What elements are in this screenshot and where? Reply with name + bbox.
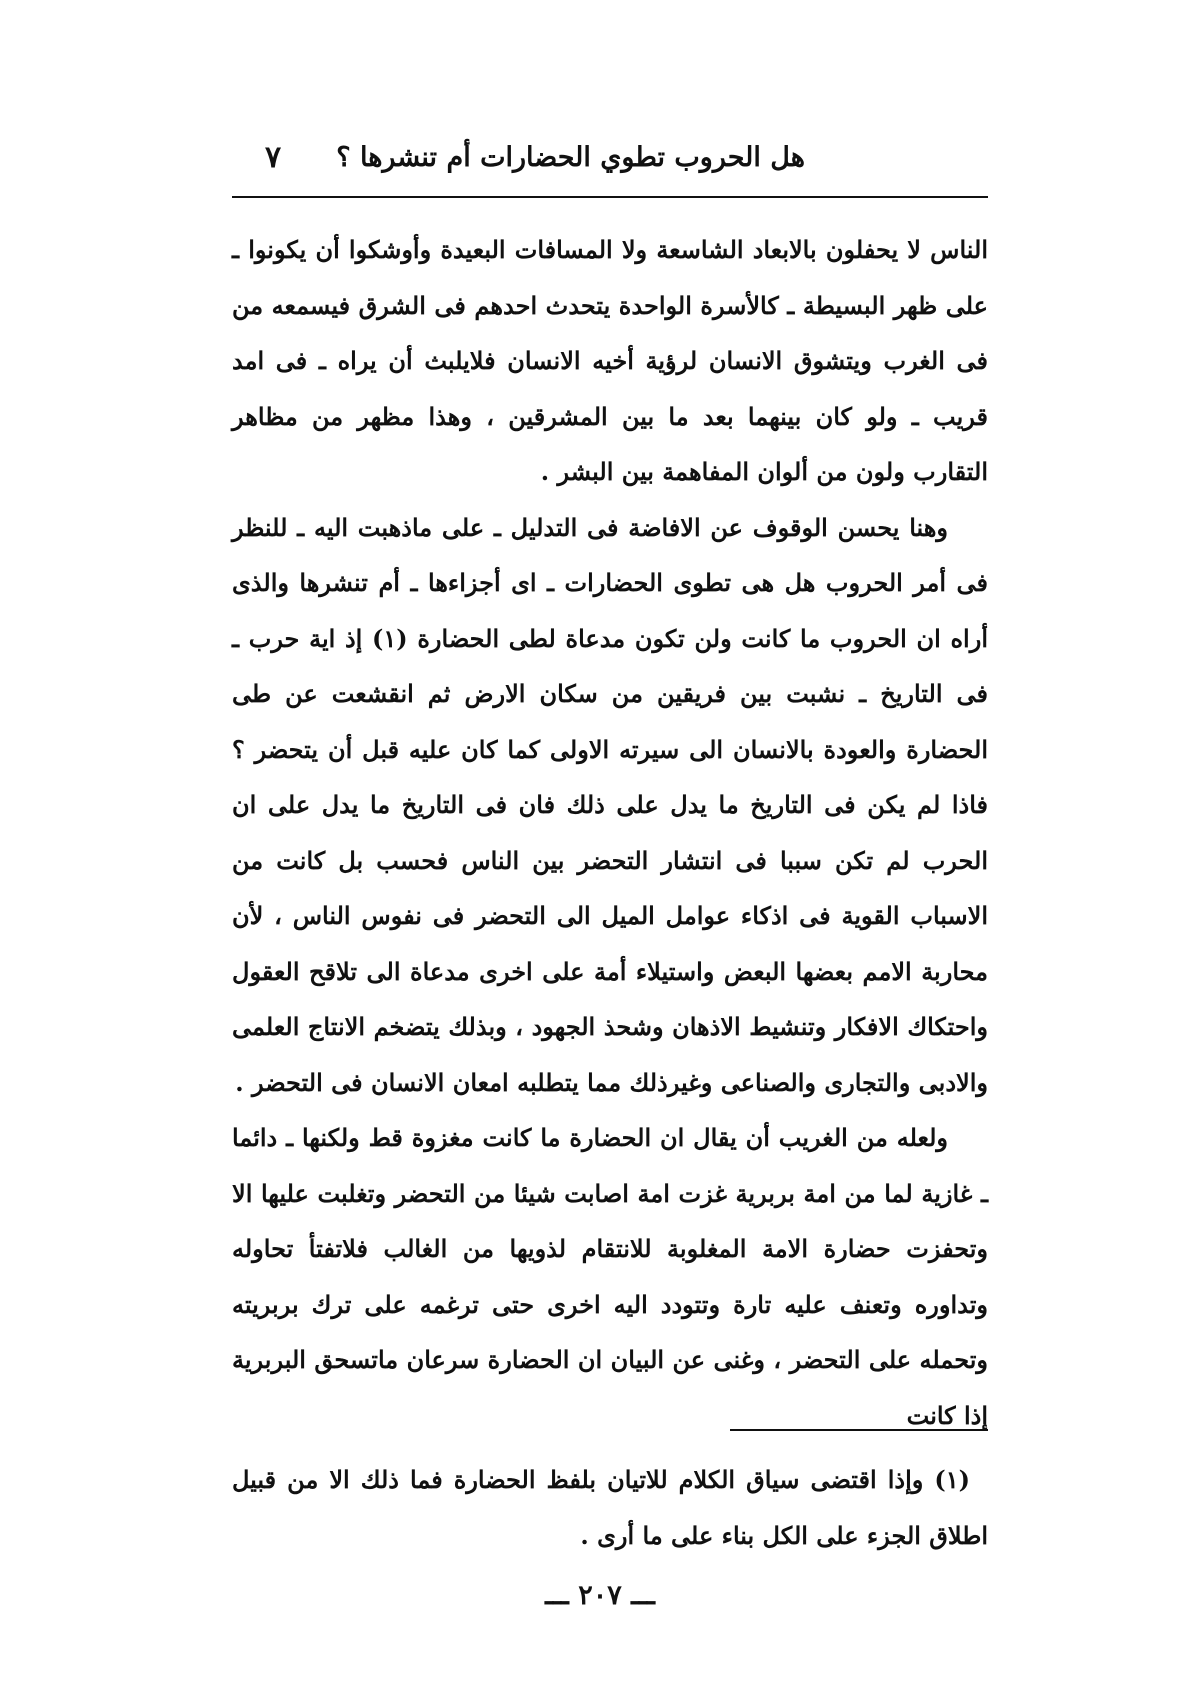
footnote-text: (١) وإذا اقتضى سياق الكلام للاتيان بلفظ الحضارة فما ذلك الا من قبيل اطلاق الجزء على الكل بناء على ما أرى . [232,1465,988,1550]
paragraph: الناس لا يحفلون بالابعاد الشاسعة ولا المسافات البعيدة وأوشكوا أن يكونوا ـ على ظهر البسيطة ـ كالأسرة الواحدة يتحدث احدهم فى الشرق فيسمعه من فى الغرب ويتشوق الانسان لرؤية أخيه الانسان فلايلبث أن يراه ـ فى امد قريب ـ ولو كان بينهما بعد ما بين المشرقين ، وهذا مظهر من مظاهر التقارب ولون من ألوان المفاهمة بين البشر . [232,235,988,486]
body-text [232,222,988,1443]
running-title: هل الحروب تطوي الحضارات أم تنشرها ؟ [336,141,805,173]
footnote-divider [730,1429,988,1431]
header-page-number: ٧ [265,139,282,175]
paragraph: ولعله من الغريب أن يقال ان الحضارة ما كانت مغزوة قط ولكنها ـ دائما ـ غازية لما من امة بربرية غزت امة اصابت شيئا من التحضر وتغلبت عليها الا وتحفزت حضارة الامة المغلوبة للانتقام لذويها من الغالب فلاتفتأ تحاوله وتداوره وتعنف عليه تارة وتتودد اليه اخرى حتى ترغمه على ترك بربريته وتحمله على التحضر ، وغنى عن البيان ان الحضارة سرعان ماتسحق البربرية إذا كانت [232,1123,988,1430]
header-divider [232,196,988,198]
footnote [232,1452,988,1564]
paragraph: وهنا يحسن الوقوف عن الافاضة فى التدليل ـ على ماذهبت اليه ـ للنظر فى أمر الحروب هل هى تطوى الحضارات ـ اى أجزاءها ـ أم تنشرها والذى أراه ان الحروب ما كانت ولن تكون مدعاة لطى الحضارة (١) إذ اية حرب ـ فى التاريخ ـ نشبت بين فريقين من سكان الارض ثم انقشعت عن طى الحضارة والعودة بالانسان الى سيرته الاولى كما كان عليه قبل أن يتحضر ؟ فاذا لم يكن فى التاريخ ما يدل على ذلك فان فى التاريخ ما يدل على ان الحرب لم تكن سببا فى انتشار التحضر بين الناس فحسب بل كانت من الاسباب القوية فى اذكاء عوامل الميل الى التحضر فى نفوس الناس ، لأن محاربة الامم بعضها البعض واستيلاء أمة على اخرى مدعاة الى تلاقح العقول واحتكاك الافكار وتنشيط الاذهان وشحذ الجهود ، وبذلك يتضخم الانتاج العلمى والادبى والتجارى والصناعى وغيرذلك مما يتطلبه امعان الانسان فى التحضر . [232,512,988,1097]
page-header [265,132,805,182]
footer-page-number: ـــ ٢٠٧ ـــ [545,1580,655,1611]
